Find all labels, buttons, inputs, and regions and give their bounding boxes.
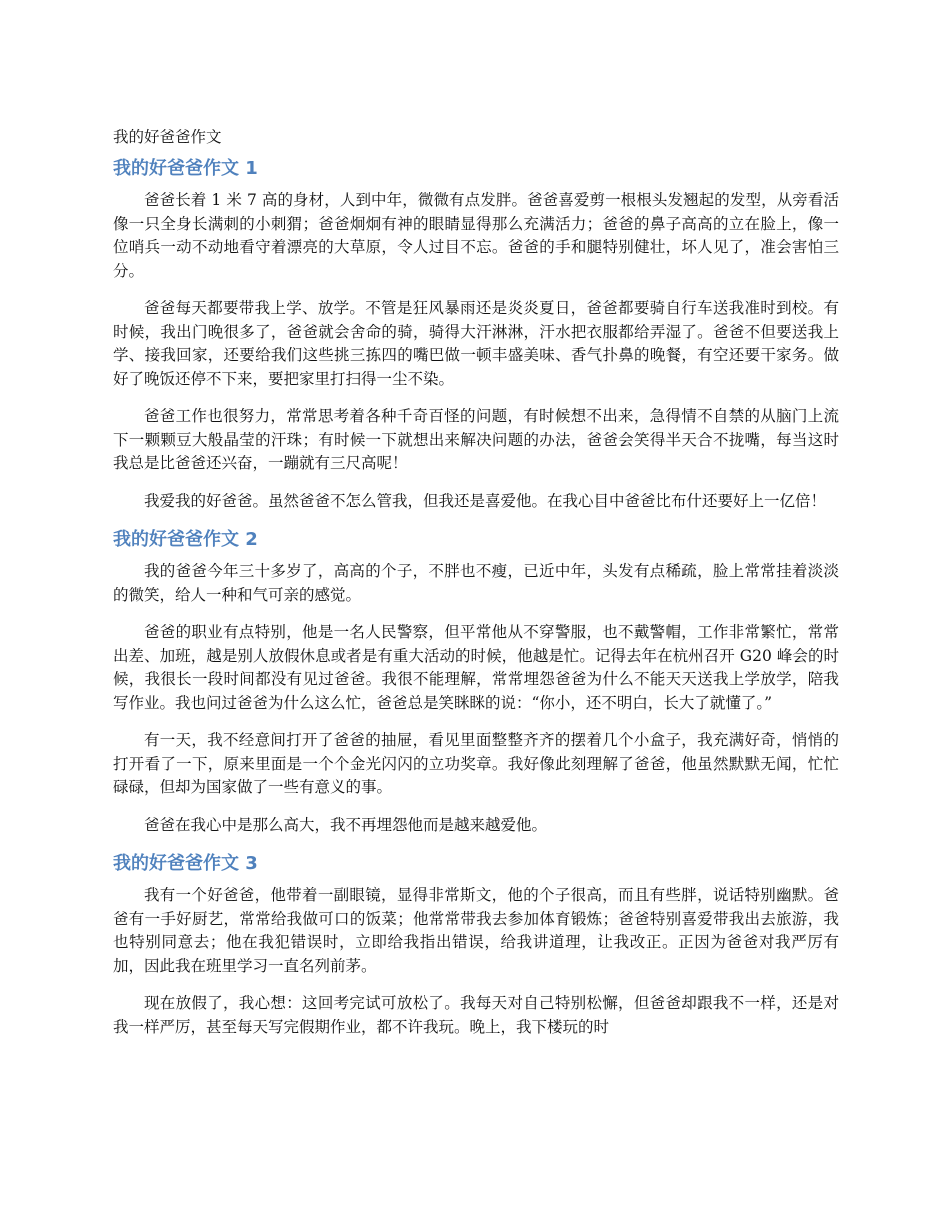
paragraph: 我的爸爸今年三十多岁了，高高的个子，不胖也不瘦，已近中年，头发有点稀疏，脸上常常挂着淡淡的微笑，给人一种和气可亲的感觉。 bbox=[113, 562, 839, 604]
essay-section-1 bbox=[113, 156, 839, 513]
section-heading: 我的好爸爸作文 2 bbox=[113, 529, 258, 550]
paragraph: 爸爸的职业有点特别，他是一名人民警察，但平常他从不穿警服，也不戴警帽，工作非常繁忙，常常出差、加班，越是别人放假休息或者是有重大活动的时候，他越是忙。记得去年在杭州召开 G20 峰会的时候，我很长一段时间都没有见过爸爸。我很不能理解，常常埋怨爸爸为什么不能天天送我上学放学，陪我写作业。我也问过爸爸为什么这么忙，爸爸总是笑眯眯的说：“你小，还不明白，长大了就懂了。” bbox=[113, 623, 839, 712]
document-title: 我的好爸爸作文 bbox=[113, 128, 222, 146]
paragraph: 有一天，我不经意间打开了爸爸的抽屉，看见里面整整齐齐的摆着几个小盒子，我充满好奇，悄悄的打开看了一下，原来里面是一个个金光闪闪的立功奖章。我好像此刻理解了爸爸，他虽然默默无闻，忙忙碌碌，但却为国家做了一些有意义的事。 bbox=[113, 731, 839, 796]
paragraph: 我有一个好爸爸，他带着一副眼镜，显得非常斯文，他的个子很高，而且有些胖，说话特别幽默。爸爸有一手好厨艺，常常给我做可口的饭菜；他常常带我去参加体育锻炼；爸爸特别喜爱带我出去旅游，我也特别同意去；他在我犯错误时，立即给我指出错误，给我讲道理，让我改正。正因为爸爸对我严厉有加，因此我在班里学习一直名列前茅。 bbox=[113, 886, 839, 975]
document-page bbox=[113, 126, 839, 1053]
essay-section-2 bbox=[113, 527, 839, 837]
paragraph: 爸爸每天都要带我上学、放学。不管是狂风暴雨还是炎炎夏日，爸爸都要骑自行车送我准时到校。有时候，我出门晚很多了，爸爸就会舍命的骑，骑得大汗淋淋，汗水把衣服都给弄湿了。爸爸不但要送我上学、接我回家，还要给我们这些挑三拣四的嘴巴做一顿丰盛美味、香气扑鼻的晚餐，有空还要干家务。做好了晚饭还停不下来，要把家里打扫得一尘不染。 bbox=[113, 299, 839, 388]
section-heading: 我的好爸爸作文 1 bbox=[113, 158, 258, 179]
paragraph: 我爱我的好爸爸。虽然爸爸不怎么管我，但我还是喜爱他。在我心目中爸爸比布什还要好上一亿倍！ bbox=[144, 491, 827, 510]
essay-section-3 bbox=[113, 851, 839, 1039]
paragraph: 现在放假了，我心想：这回考完试可放松了。我每天对自己特别松懈，但爸爸却跟我不一样，还是对我一样严厉，甚至每天写完假期作业，都不许我玩。晚上，我下楼玩的时 bbox=[113, 994, 839, 1036]
paragraph: 爸爸工作也很努力，常常思考着各种千奇百怪的问题，有时候想不出来，急得情不自禁的从脑门上流下一颗颗豆大般晶莹的汗珠；有时候一下就想出来解决问题的办法，爸爸会笑得半天合不拢嘴，每当这时我总是比爸爸还兴奋，一蹦就有三尺高呢！ bbox=[113, 407, 839, 472]
paragraph: 爸爸长着 1 米 7 高的身材，人到中年，微微有点发胖。爸爸喜爱剪一根根头发翘起的发型，从旁看活像一只全身长满刺的小刺猬；爸爸炯炯有神的眼睛显得那么充满活力；爸爸的鼻子高高的立在脸上，像一位哨兵一动不动地看守着漂亮的大草原，令人过目不忘。爸爸的手和腿特别健壮，坏人见了，准会害怕三分。 bbox=[113, 191, 839, 280]
paragraph: 爸爸在我心中是那么高大，我不再埋怨他而是越来越爱他。 bbox=[144, 815, 548, 834]
section-heading: 我的好爸爸作文 3 bbox=[113, 853, 258, 874]
